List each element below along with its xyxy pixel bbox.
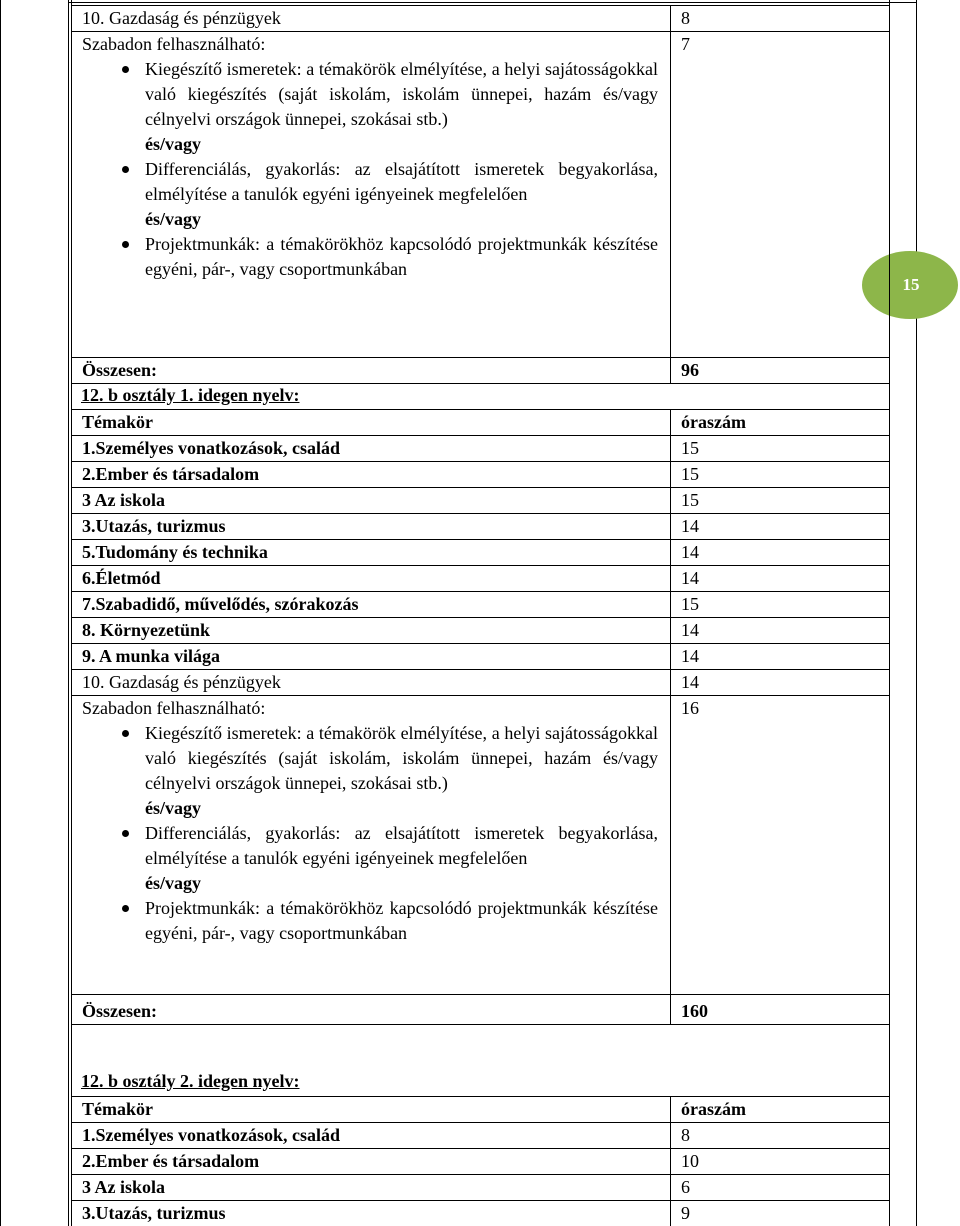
table-row xyxy=(72,1175,890,1201)
table-b1 xyxy=(71,409,890,1025)
or-label: és/vagy xyxy=(145,134,201,154)
topic-cell: 10. Gazdaság és pénzügyek xyxy=(72,6,671,32)
table-row xyxy=(72,32,890,358)
table-row xyxy=(72,488,890,514)
hours-cell: 14 xyxy=(671,670,890,696)
page-frame-right xyxy=(889,0,917,1226)
topic-cell: 2.Ember és társadalom xyxy=(72,462,671,488)
topic-cell: 3 Az iskola xyxy=(72,488,671,514)
hours-cell: 14 xyxy=(671,540,890,566)
hours-cell: 6 xyxy=(671,1175,890,1201)
free-use-label: Szabadon felhasználható: xyxy=(82,698,266,718)
total-label: Összesen: xyxy=(72,358,671,384)
hours-cell: 15 xyxy=(671,462,890,488)
table-row xyxy=(72,696,890,995)
table-row xyxy=(72,566,890,592)
hours-cell: 14 xyxy=(671,514,890,540)
table-row xyxy=(72,436,890,462)
page-frame-left xyxy=(0,0,72,1226)
total-label: Összesen: xyxy=(72,995,671,1025)
hours-cell: 16 xyxy=(671,696,890,995)
free-use-list xyxy=(82,232,670,282)
hours-cell: 8 xyxy=(671,6,890,32)
hours-cell: 8 xyxy=(671,1123,890,1149)
topic-cell: 7.Szabadidő, művelődés, szórakozás xyxy=(72,592,671,618)
topic-cell: 9. A munka világa xyxy=(72,644,671,670)
table-row xyxy=(72,1149,890,1175)
col-header-topic: Témakör xyxy=(72,410,671,436)
total-row xyxy=(72,995,890,1025)
page-number-badge: 15 xyxy=(862,251,958,319)
list-item: Projektmunkák: a témakörökhöz kapcsolódó projektmunkák készítése egyéni, pár-, vagy csoportmunkában xyxy=(82,232,670,282)
free-use-list xyxy=(82,821,670,871)
table-row xyxy=(72,592,890,618)
topic-cell: 3.Utazás, turizmus xyxy=(72,514,671,540)
topic-cell: 5.Tudomány és technika xyxy=(72,540,671,566)
table-row xyxy=(72,1123,890,1149)
table-row xyxy=(72,6,890,32)
free-use-list xyxy=(82,896,670,946)
topic-cell: 3 Az iskola xyxy=(72,1175,671,1201)
hours-cell: 15 xyxy=(671,488,890,514)
hours-cell: 14 xyxy=(671,644,890,670)
page-frame-top xyxy=(68,2,917,3)
topic-cell: 1.Személyes vonatkozások, család xyxy=(72,436,671,462)
table-row xyxy=(72,1201,890,1226)
or-label: és/vagy xyxy=(145,209,201,229)
topic-cell: 1.Személyes vonatkozások, család xyxy=(72,1123,671,1149)
table-header-row xyxy=(72,410,890,436)
topic-cell: 6.Életmód xyxy=(72,566,671,592)
list-item: Differenciálás, gyakorlás: az elsajátított ismeretek begyakorlása, elmélyítése a tanulók egyéni igényeinek megfelelően xyxy=(82,157,670,207)
table-row xyxy=(72,644,890,670)
free-use-list xyxy=(82,721,670,796)
table-row xyxy=(72,618,890,644)
topic-cell: 2.Ember és társadalom xyxy=(72,1149,671,1175)
table-row xyxy=(72,670,890,696)
list-item: Differenciálás, gyakorlás: az elsajátított ismeretek begyakorlása, elmélyítése a tanulók egyéni igényeinek megfelelően xyxy=(82,821,670,871)
hours-cell: 14 xyxy=(671,618,890,644)
free-use-cell xyxy=(72,696,671,995)
hours-cell: 14 xyxy=(671,566,890,592)
hours-cell: 15 xyxy=(671,436,890,462)
topic-cell: 3.Utazás, turizmus xyxy=(72,1201,671,1226)
or-label: és/vagy xyxy=(145,798,201,818)
total-value: 96 xyxy=(671,358,890,384)
list-item: Kiegészítő ismeretek: a témakörök elmélyítése, a helyi sajátosságokkal való kiegészítés (saját iskolám, iskolám ünnepei, hazám és/vagy célnyelvi országok ünnepei, szokásai stb.) xyxy=(82,57,670,132)
table-row xyxy=(72,540,890,566)
free-use-label: Szabadon felhasználható: xyxy=(82,34,266,54)
free-use-list xyxy=(82,157,670,207)
section-heading: 12. b osztály 1. idegen nyelv: xyxy=(81,385,300,405)
topic-cell: 8. Környezetünk xyxy=(72,618,671,644)
list-item: Projektmunkák: a témakörökhöz kapcsolódó projektmunkák készítése egyéni, pár-, vagy csoportmunkában xyxy=(82,896,670,946)
or-label: és/vagy xyxy=(145,873,201,893)
table-row xyxy=(72,514,890,540)
table-b2 xyxy=(71,1096,890,1226)
hours-cell: 9 xyxy=(671,1201,890,1226)
topic-cell: 10. Gazdaság és pénzügyek xyxy=(72,670,671,696)
hours-cell: 15 xyxy=(671,592,890,618)
free-use-list xyxy=(82,57,670,132)
total-row xyxy=(72,358,890,384)
total-value: 160 xyxy=(671,995,890,1025)
hours-cell: 10 xyxy=(671,1149,890,1175)
col-header-topic: Témakör xyxy=(72,1097,671,1123)
col-header-hours: óraszám xyxy=(671,1097,890,1123)
free-use-cell xyxy=(72,32,671,358)
hours-cell: 7 xyxy=(671,32,890,358)
table-header-row xyxy=(72,1097,890,1123)
table-top-section xyxy=(71,5,890,384)
section-heading: 12. b osztály 2. idegen nyelv: xyxy=(81,1071,300,1091)
table-row xyxy=(72,462,890,488)
list-item: Kiegészítő ismeretek: a témakörök elmélyítése, a helyi sajátosságokkal való kiegészítés (saját iskolám, iskolám ünnepei, hazám és/vagy célnyelvi országok ünnepei, szokásai stb.) xyxy=(82,721,670,796)
col-header-hours: óraszám xyxy=(671,410,890,436)
